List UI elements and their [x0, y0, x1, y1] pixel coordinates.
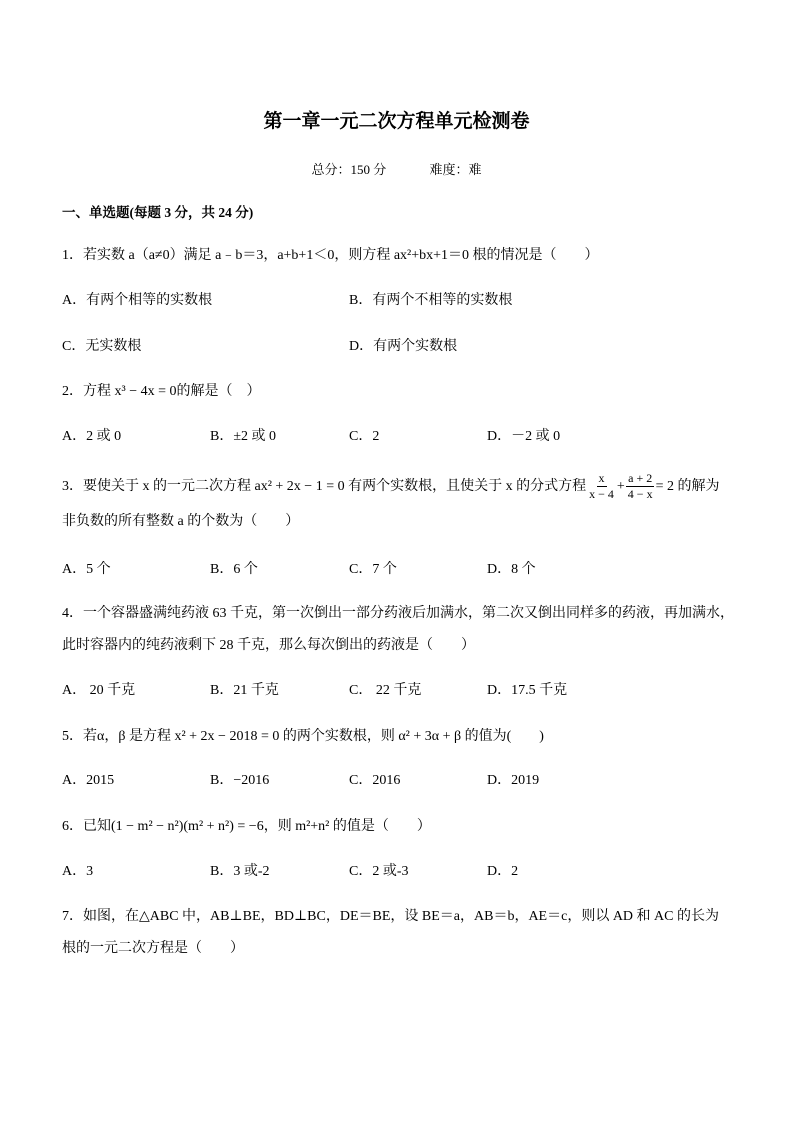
question-6-stem: 6．已知(1 − m² − n²)(m² + n²) = −6，则 m²+n² 的值是（ ） — [62, 819, 431, 834]
q3-stem-b: = 2 的解为 — [655, 479, 720, 494]
q3-fraction-1 — [587, 471, 616, 502]
q3-option-a: A．5 个 — [62, 562, 111, 577]
question-4-stem-line2: 此时容器内的纯药液剩下 28 千克，那么每次倒出的药液是（ ） — [62, 638, 475, 653]
q1-option-c: C．无实数根 — [62, 339, 142, 354]
q3-stem-a: 3．要使关于 x 的一元二次方程 ax² + 2x − 1 = 0 有两个实数根，且使关于 x 的分式方程 — [62, 479, 587, 494]
question-7-stem-line2: 根的一元二次方程是（ ） — [62, 941, 244, 956]
question-3-stem-line2: 非负数的所有整数 a 的个数为（ ） — [62, 514, 300, 529]
q5-option-a: A．2015 — [62, 773, 115, 788]
q6-option-d: D．2 — [487, 864, 519, 879]
q1-option-b: B．有两个不相等的实数根 — [349, 293, 513, 308]
q1-option-d: D．有两个实数根 — [349, 339, 458, 354]
q6-option-b: B．3 或-2 — [210, 864, 270, 879]
fraction-denominator: x − 4 — [589, 487, 614, 502]
difficulty: 难度：难 — [429, 162, 482, 177]
q2-option-b: B．±2 或 0 — [210, 429, 277, 444]
q2-option-a: A．2 或 0 — [62, 429, 122, 444]
exam-meta — [0, 159, 793, 178]
q3-option-d: D．8 个 — [487, 562, 536, 577]
fraction-numerator: x — [598, 471, 605, 486]
question-4-stem: 4．一个容器盛满纯药液 63 千克，第一次倒出一部分药液后加满水，第二次又倒出同样多的药液，再加满水， — [62, 606, 734, 621]
plus-sign: + — [616, 479, 625, 494]
question-2-stem: 2．方程 x³ − 4x = 0的解是（ ） — [62, 384, 261, 399]
question-5-stem: 5．若α，β 是方程 x² + 2x − 2018 = 0 的两个实数根，则 α² + 3α + β 的值为( ) — [62, 729, 544, 744]
q3-fraction-2 — [626, 471, 655, 502]
section-heading: 一、单选题(每题 3 分，共 24 分) — [62, 205, 254, 220]
q4-option-c: C． 22 千克 — [349, 683, 422, 698]
q1-option-a: A．有两个相等的实数根 — [62, 293, 213, 308]
question-7-stem: 7．如图，在△ABC 中，AB⊥BE，BD⊥BC，DE＝BE，设 BE＝a，AB＝b，AE＝c，则以 AD 和 AC 的长为 — [62, 909, 719, 924]
q5-option-d: D．2019 — [487, 773, 540, 788]
q3-option-c: C．7 个 — [349, 562, 397, 577]
q6-option-c: C．2 或-3 — [349, 864, 409, 879]
question-1-stem: 1．若实数 a（a≠0）满足 a﹣b＝3，a+b+1＜0，则方程 ax²+bx+1＝0 根的情况是（ ） — [62, 248, 599, 263]
q6-option-a: A．3 — [62, 864, 94, 879]
total-score: 总分：150 分 — [311, 162, 387, 177]
q5-option-c: C．2016 — [349, 773, 401, 788]
page-title: 第一章一元二次方程单元检测卷 — [263, 111, 530, 132]
question-3-stem — [62, 471, 719, 503]
q4-option-a: A． 20 千克 — [62, 683, 136, 698]
q2-option-c: C．2 — [349, 429, 380, 444]
q2-option-d: D．－2 或 0 — [487, 429, 561, 444]
q4-option-d: D．17.5 千克 — [487, 683, 568, 698]
q3-option-b: B．6 个 — [210, 562, 258, 577]
fraction-denominator: 4 − x — [627, 487, 653, 502]
fraction-numerator: a + 2 — [628, 471, 653, 486]
q5-option-b: B．−2016 — [210, 773, 270, 788]
q4-option-b: B．21 千克 — [210, 683, 279, 698]
